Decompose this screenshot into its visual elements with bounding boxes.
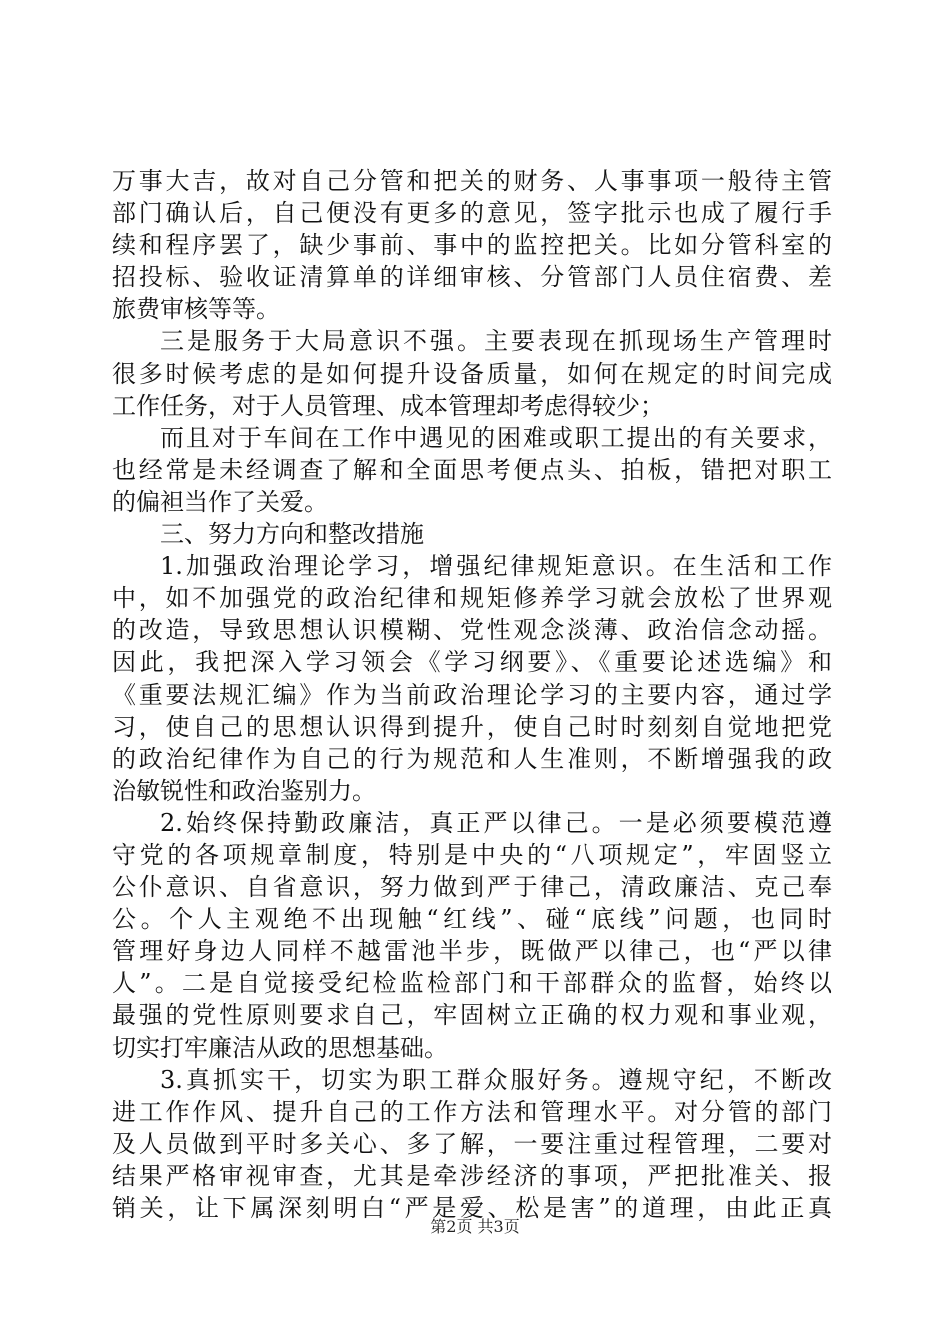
page-footer: 第2页 共3页 bbox=[430, 1217, 520, 1236]
text-line: 管理好身边人同样不越雷池半步，既做严以律己，也“严以律 bbox=[112, 937, 832, 966]
text-line: 中，如不加强党的政治纪律和规矩修养学习就会放松了世界观 bbox=[112, 584, 832, 613]
text-line: 万事大吉，故对自己分管和把关的财务、人事事项一般待主管 bbox=[112, 167, 832, 195]
text-line: 续和程序罢了，缺少事前、事中的监控把关。比如分管科室的 bbox=[112, 231, 832, 260]
text-line: 人”。二是自觉接受纪检监检部门和干部群众的监督，始终以 bbox=[112, 969, 832, 998]
text-line: 也经常是未经调查了解和全面思考便点头、拍板，错把对职工 bbox=[112, 455, 832, 484]
paragraph-first-line: 而且对于车间在工作中遇见的困难或职工提出的有关要求， bbox=[160, 423, 832, 452]
text-line: 很多时候考虑的是如何提升设备质量，如何在规定的时间完成 bbox=[112, 359, 832, 388]
text-line: 工作任务，对于人员管理、成本管理却考虑得较少； bbox=[112, 391, 664, 420]
text-line: 的偏袒当作了关爱。 bbox=[112, 487, 328, 516]
text-line: 公仆意识、自省意识，努力做到严于律己，清政廉洁、克己奉 bbox=[112, 873, 832, 902]
paragraph-first-line: 2.始终保持勤政廉洁，真正严以律己。一是必须要模范遵 bbox=[160, 808, 832, 837]
text-line: 公。个人主观绝不出现触“红线”、碰“底线”问题，也同时 bbox=[112, 905, 832, 934]
paragraph-first-line: 三、努力方向和整改措施 bbox=[160, 520, 424, 549]
paragraph-first-line: 3.真抓实干，切实为职工群众服好务。遵规守纪，不断改 bbox=[160, 1065, 832, 1094]
text-line: 旅费审核等等。 bbox=[112, 295, 280, 324]
text-line: 的政治纪律作为自己的行为规范和人生准则，不断增强我的政 bbox=[112, 744, 832, 773]
text-line: 因此，我把深入学习领会《学习纲要》、《重要论述选编》和 bbox=[112, 648, 832, 677]
text-line: 进工作作风、提升自己的工作方法和管理水平。对分管的部门 bbox=[112, 1097, 832, 1126]
paragraph-first-line: 三是服务于大局意识不强。主要表现在抓现场生产管理时 bbox=[160, 327, 832, 356]
text-line: 切实打牢廉洁从政的思想基础。 bbox=[112, 1033, 448, 1062]
text-line: 守党的各项规章制度，特别是中央的“八项规定”，牢固竖立 bbox=[112, 840, 832, 869]
document-body bbox=[112, 165, 832, 1224]
text-line: 的改造，导致思想认识模糊、党性观念淡薄、政治信念动摇。 bbox=[112, 616, 832, 645]
text-line: 习，使自己的思想认识得到提升，使自己时时刻刻自觉地把党 bbox=[112, 712, 832, 741]
text-line: 治敏锐性和政治鉴别力。 bbox=[112, 776, 376, 805]
text-line: 招投标、验收证清算单的详细审核、分管部门人员住宿费、差 bbox=[112, 263, 832, 292]
paragraph-first-line: 1.加强政治理论学习，增强纪律规矩意识。在生活和工作 bbox=[160, 552, 832, 581]
text-line: 部门确认后，自己便没有更多的意见，签字批示也成了履行手 bbox=[112, 199, 832, 228]
text-line: 结果严格审视审查，尤其是牵涉经济的事项，严把批准关、报 bbox=[112, 1161, 832, 1190]
text-line: 销关，让下属深刻明白“严是爱、松是害”的道理，由此正真 bbox=[112, 1194, 832, 1222]
text-line: 最强的党性原则要求自己，牢固树立正确的权力观和事业观， bbox=[112, 1001, 832, 1030]
text-line: 及人员做到平时多关心、多了解，一要注重过程管理，二要对 bbox=[112, 1129, 832, 1158]
text-line: 《重要法规汇编》作为当前政治理论学习的主要内容，通过学 bbox=[112, 680, 832, 709]
